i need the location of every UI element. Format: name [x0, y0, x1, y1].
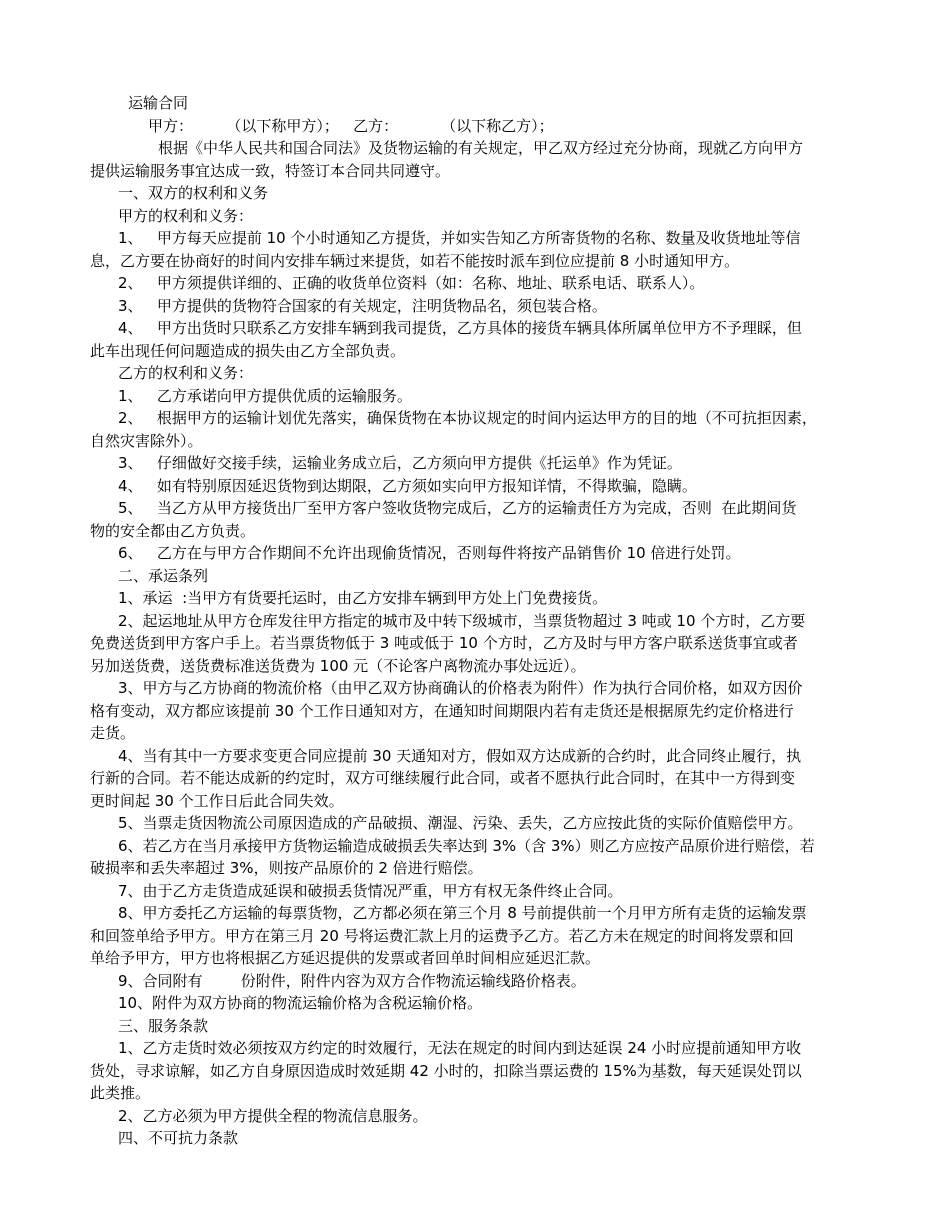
contract-line: 物的安全都由乙方负责。 — [90, 521, 256, 540]
contract-line: 4、 甲方出货时只联系乙方安排车辆到我司提货，乙方具体的接货车辆具体所属单位甲方不予理睬，但 — [118, 319, 802, 337]
contract-line: 更时间起 30 个工作日后此合同失效。 — [90, 791, 344, 810]
contract-line: 1、 甲方每天应提前 10 个小时通知乙方提货，并如实告知乙方所寄货物的名称、数量及收货地址等信 — [118, 229, 801, 247]
contract-line: 2、 根据甲方的运输计划优先落实，确保货物在本协议规定的时间内运达甲方的目的地（不可抗拒因素， — [118, 409, 817, 427]
contract-line: 5、当票走货因物流公司原因造成的产品破损、潮湿、污染、丢失，乙方应按此货的实际价值赔偿甲方。 — [118, 814, 803, 832]
contract-line: 四、不可抗力条款 — [118, 1129, 239, 1147]
contract-line: 此车出现任何问题造成的损失由乙方全部负责。 — [90, 341, 406, 360]
contract-line: 乙方的权利和义务： — [118, 364, 254, 382]
contract-line: 3、甲方与乙方协商的物流价格（由甲乙双方协商确认的价格表为附件）作为执行合同价格，如双方因价 — [118, 679, 803, 697]
document-title: 运输合同 — [128, 94, 189, 112]
contract-line: 7、由于乙方走货造成延误和破损丢货情况严重，甲方有权无条件终止合同。 — [118, 881, 623, 900]
contract-line: 此类推。 — [90, 1084, 151, 1102]
contract-line: 格有变动，双方都应该提前 30 个工作日通知对方，在通知时间期限内若有走货还是根据原先约定价格进行 — [90, 701, 794, 720]
contract-line: 1、 乙方承诺向甲方提供优质的运输服务。 — [118, 386, 412, 405]
contract-line: 一、双方的权利和义务 — [118, 184, 269, 202]
contract-line: 6、若乙方在当月承接甲方货物运输造成破损丢失率达到 3%（含 3%）则乙方应按产品原价进行赔偿，若 — [118, 836, 815, 855]
contract-line: 4、 如有特别原因延迟货物到达期限，乙方须如实向甲方报知详情，不得欺骗，隐瞒。 — [118, 476, 697, 495]
preamble-line: 提供运输服务事宜达成一致，特签订本合同共同遵守。 — [90, 161, 451, 180]
contract-line: 三、服务条款 — [118, 1016, 209, 1035]
contract-line: 货处，寻求谅解，如乙方自身原因造成时效延期 42 小时的，扣除当票运费的 15%为基数，每天延误处罚以 — [90, 1061, 802, 1080]
contract-line: 2、乙方必须为甲方提供全程的物流信息服务。 — [118, 1106, 428, 1125]
contract-body — [90, 182, 865, 1150]
contract-line: 另加送货费，送货费标准送货费为 100 元（不论客户离物流办事处远近）。 — [90, 656, 586, 675]
contract-line: 单给予甲方，甲方也将根据乙方延迟提供的发票或者回单时间相应延迟汇款。 — [90, 949, 601, 967]
contract-line: 和回签单给予甲方。甲方在第三月 20 号将运费汇款上月的运费予乙方。若乙方未在规定的时间将发票和回 — [90, 926, 794, 945]
contract-line: 2、 甲方须提供详细的、正确的收货单位资料（如：名称、地址、联系电话、联系人）。 — [118, 274, 705, 292]
contract-line: 9、合同附有 份附件，附件内容为双方合作物流运输线路价格表。 — [118, 971, 586, 990]
preamble-line: 根据《中华人民共和国合同法》及货物运输的有关规定，甲乙双方经过充分协商，现就乙方向甲方 — [158, 139, 804, 157]
contract-line: 免费送货到甲方客户手上。若当票货物低于 3 吨或低于 10 个方时，乙方及时与甲方客户联系送货事宜或者 — [90, 634, 798, 652]
contract-line: 自然灾害除外）。 — [90, 431, 203, 450]
contract-line: 10、附件为双方协商的物流运输价格为含税运输价格。 — [118, 994, 483, 1012]
contract-line: 二、承运条列 — [118, 566, 209, 585]
contract-line: 行新的合同。若不能达成新的约定时，双方可继续履行此合同，或者不愿执行此合同时，在其中一方得到变 — [90, 769, 796, 787]
contract-line: 息，乙方要在协商好的时间内安排车辆过来提货，如若不能按时派车到位应提前 8 小时通知甲方。 — [90, 251, 740, 270]
contract-line: 3、 仔细做好交接手续，运输业务成立后，乙方须向甲方提供《托运单》作为凭证。 — [118, 454, 682, 472]
contract-line: 1、乙方走货时效必须按双方约定的时效履行，无法在规定的时间内到达延误 24 小时应提前通知甲方收 — [118, 1039, 802, 1057]
contract-page — [90, 92, 865, 1150]
contract-line: 4、当有其中一方要求变更合同应提前 30 天通知对方，假如双方达成新的合约时，此合同终止履行，执 — [118, 746, 802, 765]
contract-line: 走货。 — [90, 724, 136, 742]
contract-line: 1、承运 :当甲方有货要托运时，由乙方安排车辆到甲方处上门免费接货。 — [118, 589, 608, 607]
contract-line: 5、 当乙方从甲方接货出厂至甲方客户签收货物完成后，乙方的运输责任方为完成，否则 在此期间货 — [118, 499, 797, 517]
contract-line: 破损率和丢失率超过 3%，则按产品原价的 2 倍进行赔偿。 — [90, 859, 483, 877]
contract-line: 8、甲方委托乙方运输的每票货物，乙方都必须在第三个月 8 号前提供前一个月甲方所有走货的运输发票 — [118, 904, 807, 922]
contract-line: 3、 甲方提供的货物符合国家的有关规定，注明货物品名，须包装合格。 — [118, 296, 607, 315]
contract-line: 2、起运地址从甲方仓库发往甲方指定的城市及中转下级城市，当票货物超过 3 吨或 10 个方时，乙方要 — [118, 611, 806, 630]
contract-line: 甲方的权利和义务： — [118, 206, 254, 225]
contract-line: 6、 乙方在与甲方合作期间不允许出现偷货情况，否则每件将按产品销售价 10 倍进行处罚。 — [118, 544, 741, 562]
parties-line: 甲方： （以下称甲方）； 乙方： （以下称乙方）； — [148, 116, 554, 135]
